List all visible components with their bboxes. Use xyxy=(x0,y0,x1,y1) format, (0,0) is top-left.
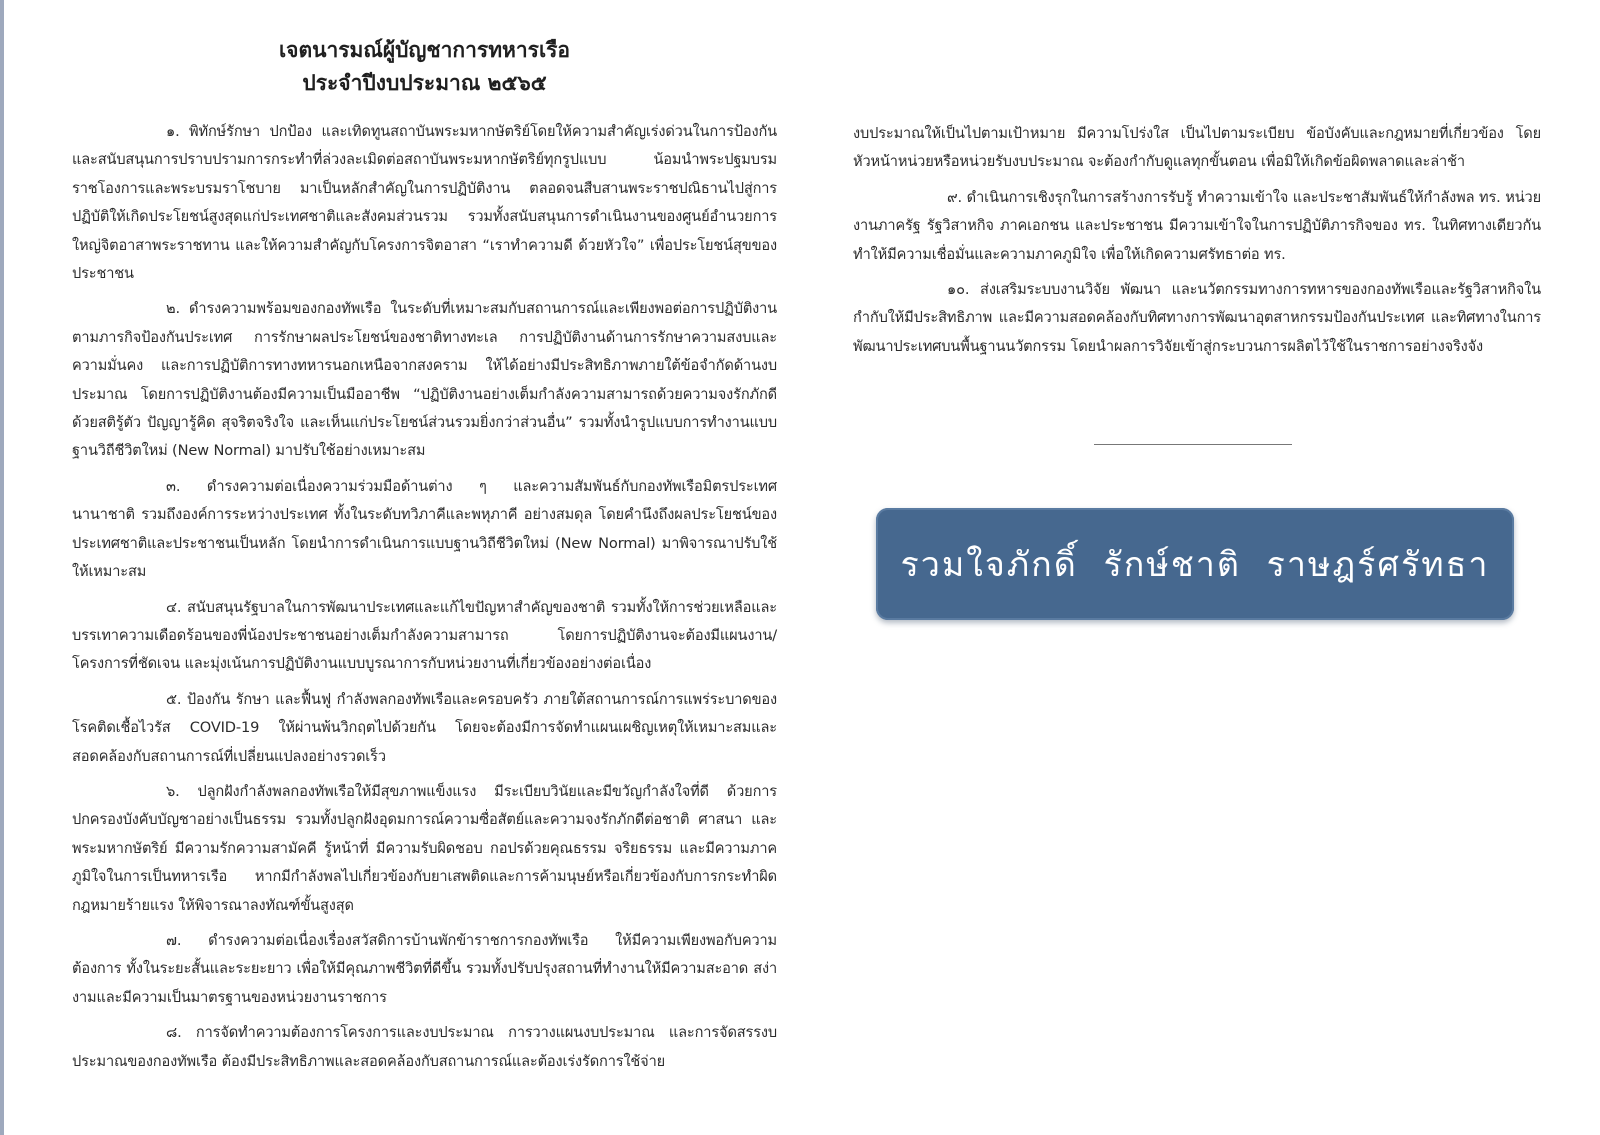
paragraph-1: ๑. พิทักษ์รักษา ปกป้อง และเทิดทูนสถาบันพระมหากษัตริย์โดยให้ความสำคัญเร่งด่วนในการป้องกันและสนับสนุนการปราบปรามการกระทำที่ล่วงละเมิดต่อสถาบันพระมหากษัตริย์ทุกรูปแบบ น้อมนำพระปฐมบรมราชโองการและพระบรมราโชบาย มาเป็นหลักสำคัญในการปฏิบัติงาน ตลอดจนสืบสานพระราชปณิธานไปสู่การปฏิบัติให้เกิดประโยชน์สูงสุดแก่ประเทศชาติและสังคมส่วนรวม รวมทั้งสนับสนุนการดำเนินงานของศูนย์อำนวยการใหญ่จิตอาสาพระราชทาน และให้ความสำคัญกับโครงการจิตอาสา “เราทำความดี ด้วยหัวใจ” เพื่อประโยชน์สุขของประชาชน xyxy=(72,123,777,283)
paragraph-2: ๒. ดำรงความพร้อมของกองทัพเรือ ในระดับที่เหมาะสมกับสถานการณ์และเพียงพอต่อการปฏิบัติงานตามภารกิจป้องกันประเทศ การรักษาผลประโยชน์ของชาติทางทะเล การปฏิบัติงานด้านการรักษาความสงบและความมั่นคง และการปฏิบัติการทางทหารนอกเหนือจากสงคราม ให้ได้อย่างมีประสิทธิภาพภายใต้ข้อจำกัดด้านงบประมาณ โดยการปฏิบัติงานต้องมีความเป็นมืออาชีพ “ปฏิบัติงานอย่างเต็มกำลังความสามารถด้วยความจงรักภักดี ด้วยสติรู้ตัว ปัญญารู้คิด สุจริตจริงใจ และเห็นแก่ประโยชน์ส่วนรวมยิ่งกว่าส่วนอื่น” รวมทั้งนำรูปแบบการทำงานแบบฐานวิถีชีวิตใหม่ (New Normal) มาปรับใช้อย่างเหมาะสม xyxy=(72,300,777,460)
title-line-1: เจตนารมณ์ผู้บัญชาการทหารเรือ xyxy=(278,38,571,62)
paragraph-4: ๔. สนับสนุนรัฐบาลในการพัฒนาประเทศและแก้ไขปัญหาสำคัญของชาติ รวมทั้งให้การช่วยเหลือและบรรเทาความเดือดร้อนของพี่น้องประชาชนอย่างเต็มกำลังความสามารถ โดยการปฏิบัติงานจะต้องมีแผนงาน/โครงการที่ชัดเจน และมุ่งเน้นการปฏิบัติงานแบบบูรณาการกับหน่วยงานที่เกี่ยวข้องอย่างต่อเนื่อง xyxy=(72,598,777,673)
slogan-text: รวมใจภักดิ์ รักษ์ชาติ ราษฎร์ศรัทธา xyxy=(900,545,1490,585)
paragraph-8: ๘. การจัดทำความต้องการโครงการและงบประมาณ การวางแผนงบประมาณ และการจัดสรรงบประมาณของกองทัพเรือ ต้องมีประสิทธิภาพและสอดคล้องกับสถานการณ์และต้องเร่งรัดการใช้จ่าย xyxy=(72,1024,777,1070)
paragraph-9: ๙. ดำเนินการเชิงรุกในการสร้างการรับรู้ ทำความเข้าใจ และประชาสัมพันธ์ให้กำลังพล ทร. หน่วยงานภาครัฐ รัฐวิสาหกิจ ภาคเอกชน และประชาชน มีความเข้าใจในการปฏิบัติภารกิจของ ทร. ในทิศทางเดียวกัน ทำให้มีความเชื่อมั่นและความภาคภูมิใจ เพื่อให้เกิดความศรัทธาต่อ ทร. xyxy=(853,188,1541,263)
document-title xyxy=(72,34,777,100)
paragraph-10: ๑๐. ส่งเสริมระบบงานวิจัย พัฒนา และนวัตกรรมทางการทหารของกองทัพเรือและรัฐวิสาหกิจในกำกับให้มีประสิทธิภาพ และมีความสอดคล้องกับทิศทางการพัฒนาอุตสาหกรรมป้องกันประเทศ และทิศทางในการพัฒนาประเทศบนพื้นฐานนวัตกรรม โดยนำผลการวิจัยเข้าสู่กระบวนการผลิตไว้ใช้ในราชการอย่างจริงจัง xyxy=(853,281,1541,355)
right-column xyxy=(853,120,1541,368)
page-edge xyxy=(0,0,4,1135)
paragraph-5: ๕. ป้องกัน รักษา และฟื้นฟู กำลังพลกองทัพเรือและครอบครัว ภายใต้สถานการณ์การแพร่ระบาดของโรคติดเชื้อไวรัส COVID-19 ให้ผ่านพ้นวิกฤตไปด้วยกัน โดยจะต้องมีการจัดทำแผนเผชิญเหตุให้เหมาะสมและสอดคล้องกับสถานการณ์ที่เปลี่ยนแปลงอย่างรวดเร็ว xyxy=(72,690,777,765)
section-divider xyxy=(1094,444,1292,445)
paragraph-7: ๗. ดำรงความต่อเนื่องเรื่องสวัสดิการบ้านพักข้าราชการกองทัพเรือ ให้มีความเพียงพอกับความต้องการ ทั้งในระยะสั้นและระยะยาว เพื่อให้มีคุณภาพชีวิตที่ดีขึ้น รวมทั้งปรับปรุงสถานที่ทำงานให้มีความสะอาด สง่างามและมีความเป็นมาตรฐานของหน่วยงานราชการ xyxy=(72,931,777,1006)
left-column xyxy=(72,34,777,1083)
paragraph-6: ๖. ปลูกฝังกำลังพลกองทัพเรือให้มีสุขภาพแข็งแรง มีระเบียบวินัยและมีขวัญกำลังใจที่ดี ด้วยการปกครองบังคับบัญชาอย่างเป็นธรรม รวมทั้งปลูกฝังอุดมการณ์ความซื่อสัตย์และความจงรักภักดีต่อชาติ ศาสนา และพระมหากษัตริย์ มีความรักความสามัคคี รู้หน้าที่ มีความรับผิดชอบ กอปรด้วยคุณธรรม จริยธรรม และมีความภาคภูมิใจในการเป็นทหารเรือ หากมีกำลังพลไปเกี่ยวข้องกับยาเสพติดและการค้ามนุษย์หรือเกี่ยวข้องกับการกระทำผิดกฎหมายร้ายแรง ให้พิจารณาลงทัณฑ์ขั้นสูงสุด xyxy=(72,782,777,914)
paragraph-3: ๓. ดำรงความต่อเนื่องความร่วมมือด้านต่าง ๆ และความสัมพันธ์กับกองทัพเรือมิตรประเทศ นานาชาติ รวมถึงองค์การระหว่างประเทศ ทั้งในระดับทวิภาคีและพหุภาคี อย่างสมดุล โดยคำนึงถึงผลประโยชน์ของประเทศชาติและประชาชนเป็นหลัก โดยนำการดำเนินการแบบฐานวิถีชีวิตใหม่ (New Normal) มาพิจารณาปรับใช้ให้เหมาะสม xyxy=(72,477,777,581)
slogan-banner xyxy=(876,508,1514,620)
paragraph-8-continuation: งบประมาณให้เป็นไปตามเป้าหมาย มีความโปร่งใส เป็นไปตามระเบียบ ข้อบังคับและกฎหมายที่เกี่ยวข้อง โดยหัวหน้าหน่วยหรือหน่วยรับงบประมาณ จะต้องกำกับดูแลทุกขั้นตอน เพื่อมิให้เกิดข้อผิดพลาดและล่าช้า xyxy=(853,125,1541,171)
title-line-2: ประจำปีงบประมาณ ๒๕๖๕ xyxy=(302,71,547,95)
